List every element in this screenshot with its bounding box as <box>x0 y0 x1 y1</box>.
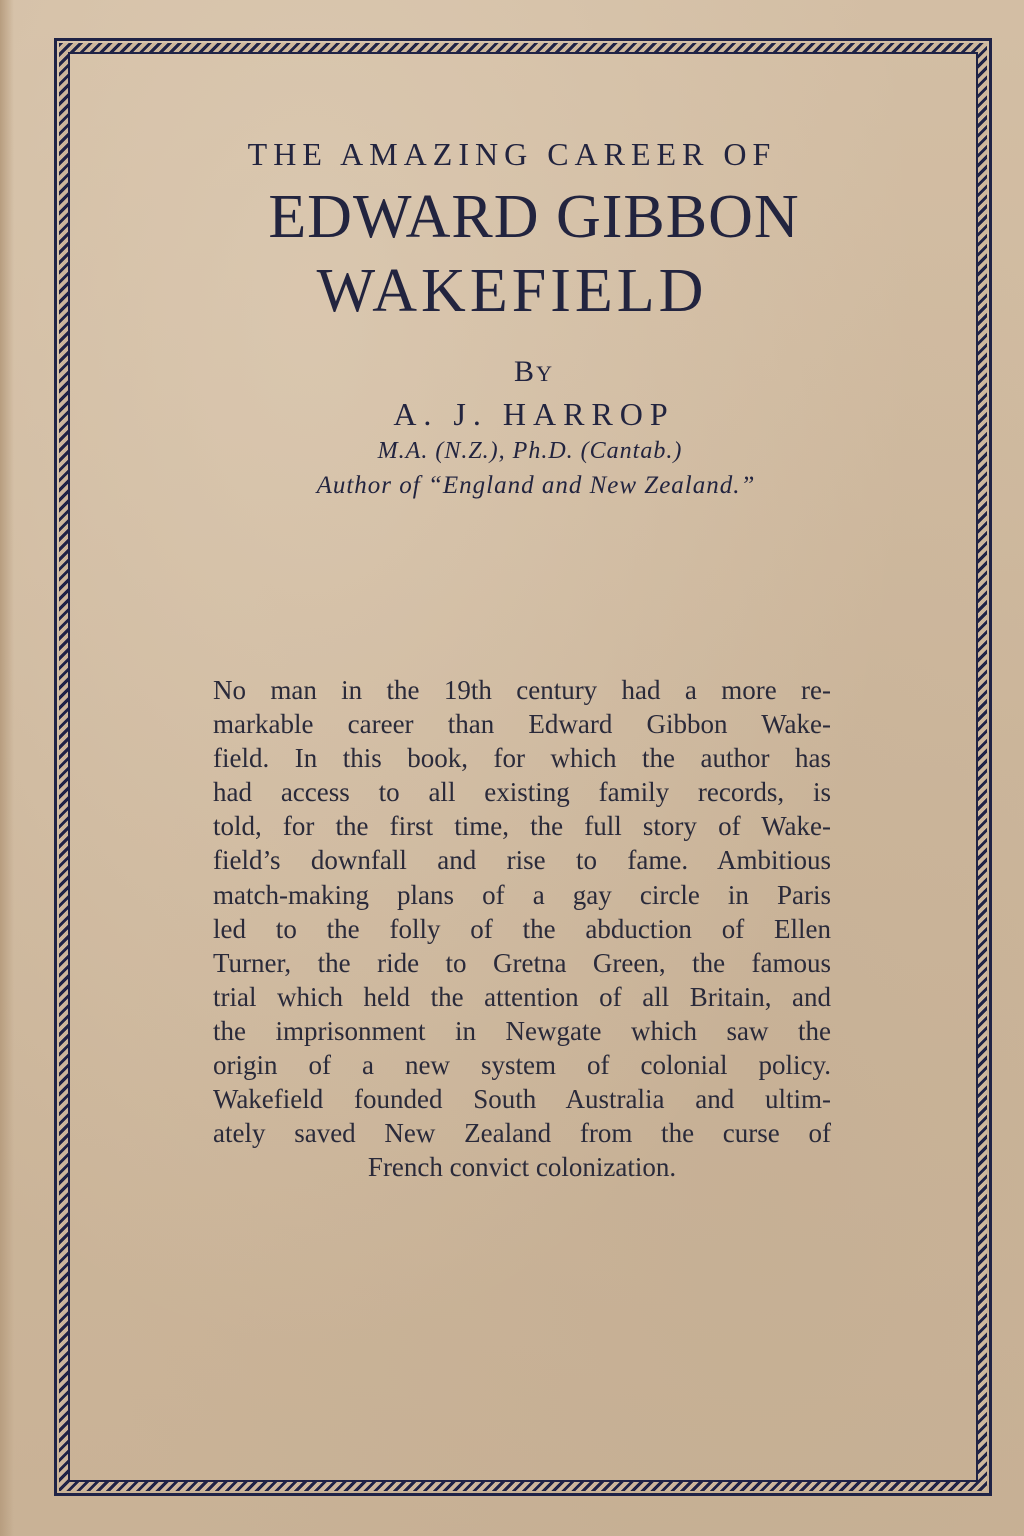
blurb-line: origin of a new system of colonial policy. <box>213 1050 831 1081</box>
blurb-line: trial which held the attention of all Britain, and <box>213 981 831 1012</box>
blurb-line: Turner, the ride to Gretna Green, the famous <box>213 947 831 978</box>
title-line-3: WAKEFIELD <box>316 257 708 325</box>
by-rest: Y <box>536 361 554 386</box>
blurb-line: Wakefield founded South Australia and ultim- <box>213 1084 831 1115</box>
by-initial: B <box>514 355 537 388</box>
blurb-line: markable career than Edward Gibbon Wake- <box>213 709 831 740</box>
blurb-line: No man in the 19th century had a more re- <box>213 675 831 705</box>
blurb-line: field’s downfall and rise to fame. Ambitious <box>213 845 831 876</box>
author-degrees: M.A. (N.Z.), Ph.D. (Cantab.) <box>377 438 683 464</box>
author-previous-work: Author of “England and New Zealand.” <box>316 472 756 499</box>
blurb-line: ately saved New Zealand from the curse of <box>213 1118 831 1149</box>
blurb-line: field. In this book, for which the author has <box>213 743 831 774</box>
blurb-line: match-making plans of a gay circle in Paris <box>213 879 831 910</box>
title-line-1: THE AMAZING CAREER OF <box>247 136 777 172</box>
blurb-line: told, for the first time, the full story of Wake- <box>213 811 831 842</box>
blurb-line: led to the folly of the abduction of Ellen <box>213 913 831 944</box>
author-name: A. J. HARROP <box>393 396 675 432</box>
blurb-line: the imprisonment in Newgate which saw the <box>213 1015 831 1046</box>
blurb-paragraph <box>213 673 831 1184</box>
blurb-line: had access to all existing family records, is <box>213 777 831 808</box>
title-line-2: EDWARD GIBBON <box>268 183 800 251</box>
blurb-line: French convict colonization. <box>367 1152 677 1183</box>
by-line <box>0 355 1024 389</box>
